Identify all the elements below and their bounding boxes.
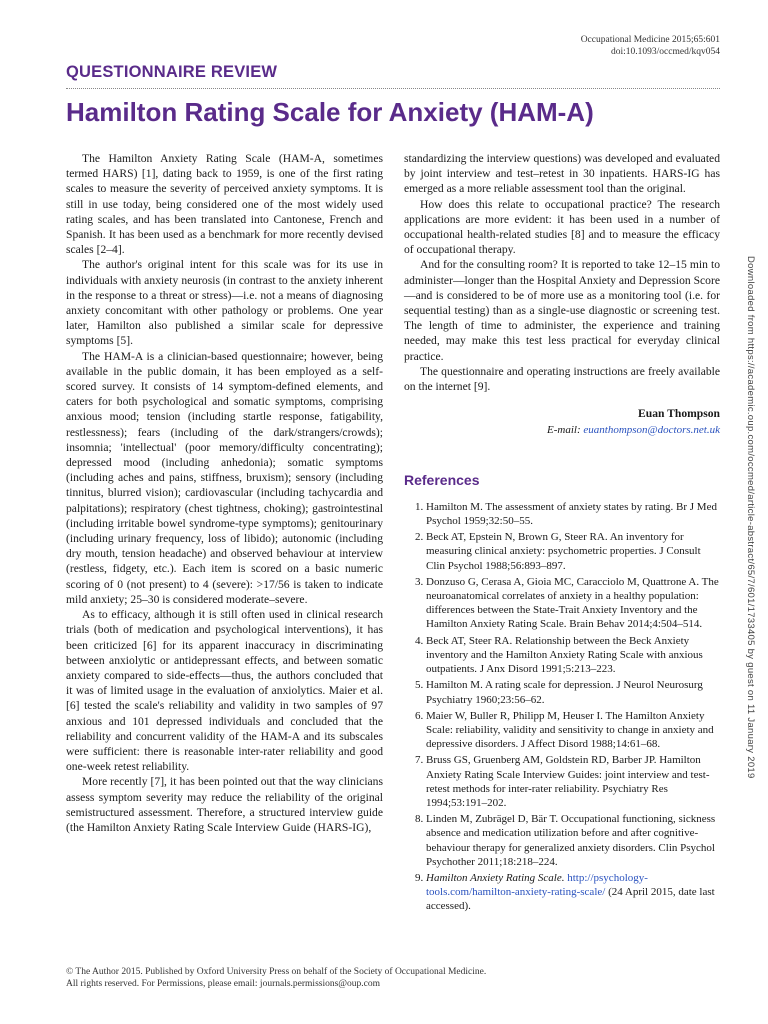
reference-item: 7. Bruss GS, Gruenberg AM, Goldstein RD, Barber JP. Hamilton Anxiety Rating Scale Interview Guides: joint interview and test-retest methods for inter-rater reliability. Psychiatry Res 1994;53:191–202. — [426, 753, 720, 810]
paragraph: The author's original intent for this scale was for its use in individuals with anxiety neurosis (in contrast to the anxiety inherent in the response to a threat or stress)—i.e. not a means of diagnosing anxiety concomitant with other pathology or problems. One year later, Hamilton also published a similar scale for depressive symptoms [5]. — [66, 258, 383, 348]
author-name: Euan Thompson — [638, 407, 720, 421]
paragraph: More recently [7], it has been pointed out that the way clinicians assess symptom severity may reduce the reliability of the original semistructured assessment. Therefore, a structured interview guide (the Hamilton Anxiety Rating Scale Interview Guide (HARS-IG), — [66, 775, 383, 834]
email-label: E-mail: — [547, 424, 581, 437]
paragraph: As to efficacy, although it is still often used in clinical research trials (both of medication and psychological interventions), it has been criticized [6] for its apparent inaccuracy in discriminating between anxiolytic or antidepressant effects, and between somatic anxiety compared to side-effects—thus, the authors concluded that it was of limited usage in the evaluation of anxiolytics. Maier et al. [6] tested the scale's reliability and validity in two samples of 97 anxious and 101 depressed individuals and concluded that the reliability and concurrent validity of the HAM-A and its subscales were sufficient: there is reasonable inter-rater reliability and good one-week retest reliability. — [66, 608, 383, 774]
copyright-footer — [66, 966, 486, 990]
download-stamp: Downloaded from https://academic.oup.com/occmed/article-abstract/65/7/601/1733405 by guest on 11 January 2019 — [745, 256, 756, 779]
divider — [66, 88, 720, 89]
doi: doi:10.1093/occmed/kqv054 — [611, 47, 720, 57]
section-label: QUESTIONNAIRE REVIEW — [66, 63, 278, 81]
paragraph: standardizing the interview questions) was developed and evaluated by joint interview and test–retest in 30 inpatients. HARS-IG has emerged as a more reliable assessment tool than the original. — [404, 152, 720, 196]
author-email-line — [404, 423, 720, 438]
paragraph: The questionnaire and operating instructions are freely available on the internet [9]. — [404, 364, 720, 394]
copyright-line: © The Author 2015. Published by Oxford University Press on behalf of the Society of Occupational Medicine. — [66, 967, 487, 977]
reference-link[interactable]: http://psychology-tools.com/hamilton-anxiety-rating-scale/ — [426, 871, 648, 899]
reference-item: 6. Maier W, Buller R, Philipp M, Heuser I. The Hamilton Anxiety Scale: reliability, validity and sensitivity to change in anxiety and depressive disorders. J Affect Disord 1988;14:61–68. — [426, 709, 720, 752]
reference-title: Hamilton Anxiety Rating Scale. — [426, 871, 565, 884]
paragraph: And for the consulting room? It is reported to take 12–15 min to administer—longer than the Hospital Anxiety and Depression Score—and is considered to be of more use as a monitoring tool (i.e. for sequential testing) than as a single-use diagnostic or screening test. The length of time to administer, the experience and training needed, may make this test less practical for everyday clinical practice. — [404, 258, 720, 363]
journal-header — [581, 34, 720, 58]
permissions-line: All rights reserved. For Permissions, please email: journals.permissions@oup.com — [66, 979, 381, 989]
paragraph: The HAM-A is a clinician-based questionnaire; however, being available in the public domain, it has been employed as a self-scored survey. It consists of 14 symptom-defined elements, and caters for both psychological and somatic symptoms, comprising anxious mood; tension (including startle response, fatigability, restlessness); fears (including of the dark/strangers/crowds); insomnia; 'intellectual' (poor memory/difficulty concentrating); depressed mood (including anhedonia); somatic symptoms (including aches and pains, stiffness, bruxism); sensory (including tinnitus, blurred vision); cardiovascular (including tachycardia and palpitations); respiratory (chest tightness, choking); gastrointestinal (including irritable bowel syndrome-type symptoms); genitourinary (including urinary frequency, loss of libido); autonomic (including dry mouth, tension headache) and observed behaviour at interview (restless, fidgety, etc.). Each item is scored on a basic numeric scoring of 0 (not present) to 4 (severe): >17/56 is taken to indicate mild anxiety; 25–30 is considered moderate–severe. — [66, 349, 383, 606]
journal-citation: Occupational Medicine 2015;65:601 — [580, 35, 720, 45]
reference-suffix: (24 April 2015, date last accessed). — [426, 886, 715, 913]
left-column — [66, 151, 383, 835]
reference-item: 3. Donzuso G, Cerasa A, Gioia MC, Caracciolo M, Quattrone A. The neuroanatomical correlates of anxiety in a healthy population: differences between the State-Trait Anxiety Inventory and the Hamilton Anxiety Rating Scale. Brain Behav 2014;4:504–514. — [426, 575, 720, 632]
paragraph: How does this relate to occupational practice? The research applications are more evident: it has been used in a number of occupational health-related studies [8] and to measure the efficacy of occupational therapy. — [404, 197, 720, 257]
references-heading: References — [404, 471, 480, 488]
paragraph: The Hamilton Anxiety Rating Scale (HAM-A, sometimes termed HARS) [1], dating back to 1959, is one of the first rating scales to measure the severity of perceived anxiety symptoms. It is still in use today, being considered one of the most widely used rating scales, and has been translated into Cantonese, French and Spanish. It has been used as a benchmark for more recently devised scales [2–4]. — [66, 152, 383, 257]
reference-item: 2. Beck AT, Epstein N, Brown G, Steer RA. An inventory for measuring clinical anxiety: psychometric properties. J Consult Clin Psychol 1988;56:893–897. — [426, 530, 720, 573]
article-title: Hamilton Rating Scale for Anxiety (HAM-A) — [66, 97, 594, 127]
reference-item: 8. Linden M, Zubrägel D, Bär T. Occupational functioning, sickness absence and medication utilization before and after cognitive-behaviour therapy for generalized anxiety disorders. Clin Psychol Psychother 2011;18:218–224. — [426, 812, 720, 869]
references-list — [404, 500, 720, 914]
right-column — [404, 151, 720, 916]
reference-item: 1. Hamilton M. The assessment of anxiety states by rating. Br J Med Psychol 1959;32:50–55. — [426, 500, 720, 528]
reference-item: 5. Hamilton M. A rating scale for depression. J Neurol Neurosurg Psychiatry 1960;23:56–62. — [426, 678, 720, 706]
author-email-link[interactable]: euanthompson@doctors.net.uk — [583, 424, 720, 437]
reference-item — [426, 871, 720, 914]
reference-item: 4. Beck AT, Steer RA. Relationship between the Beck Anxiety inventory and the Hamilton Anxiety Rating Scale with anxious outpatients. J Anx Disord 1991;5:213–223. — [426, 634, 720, 677]
